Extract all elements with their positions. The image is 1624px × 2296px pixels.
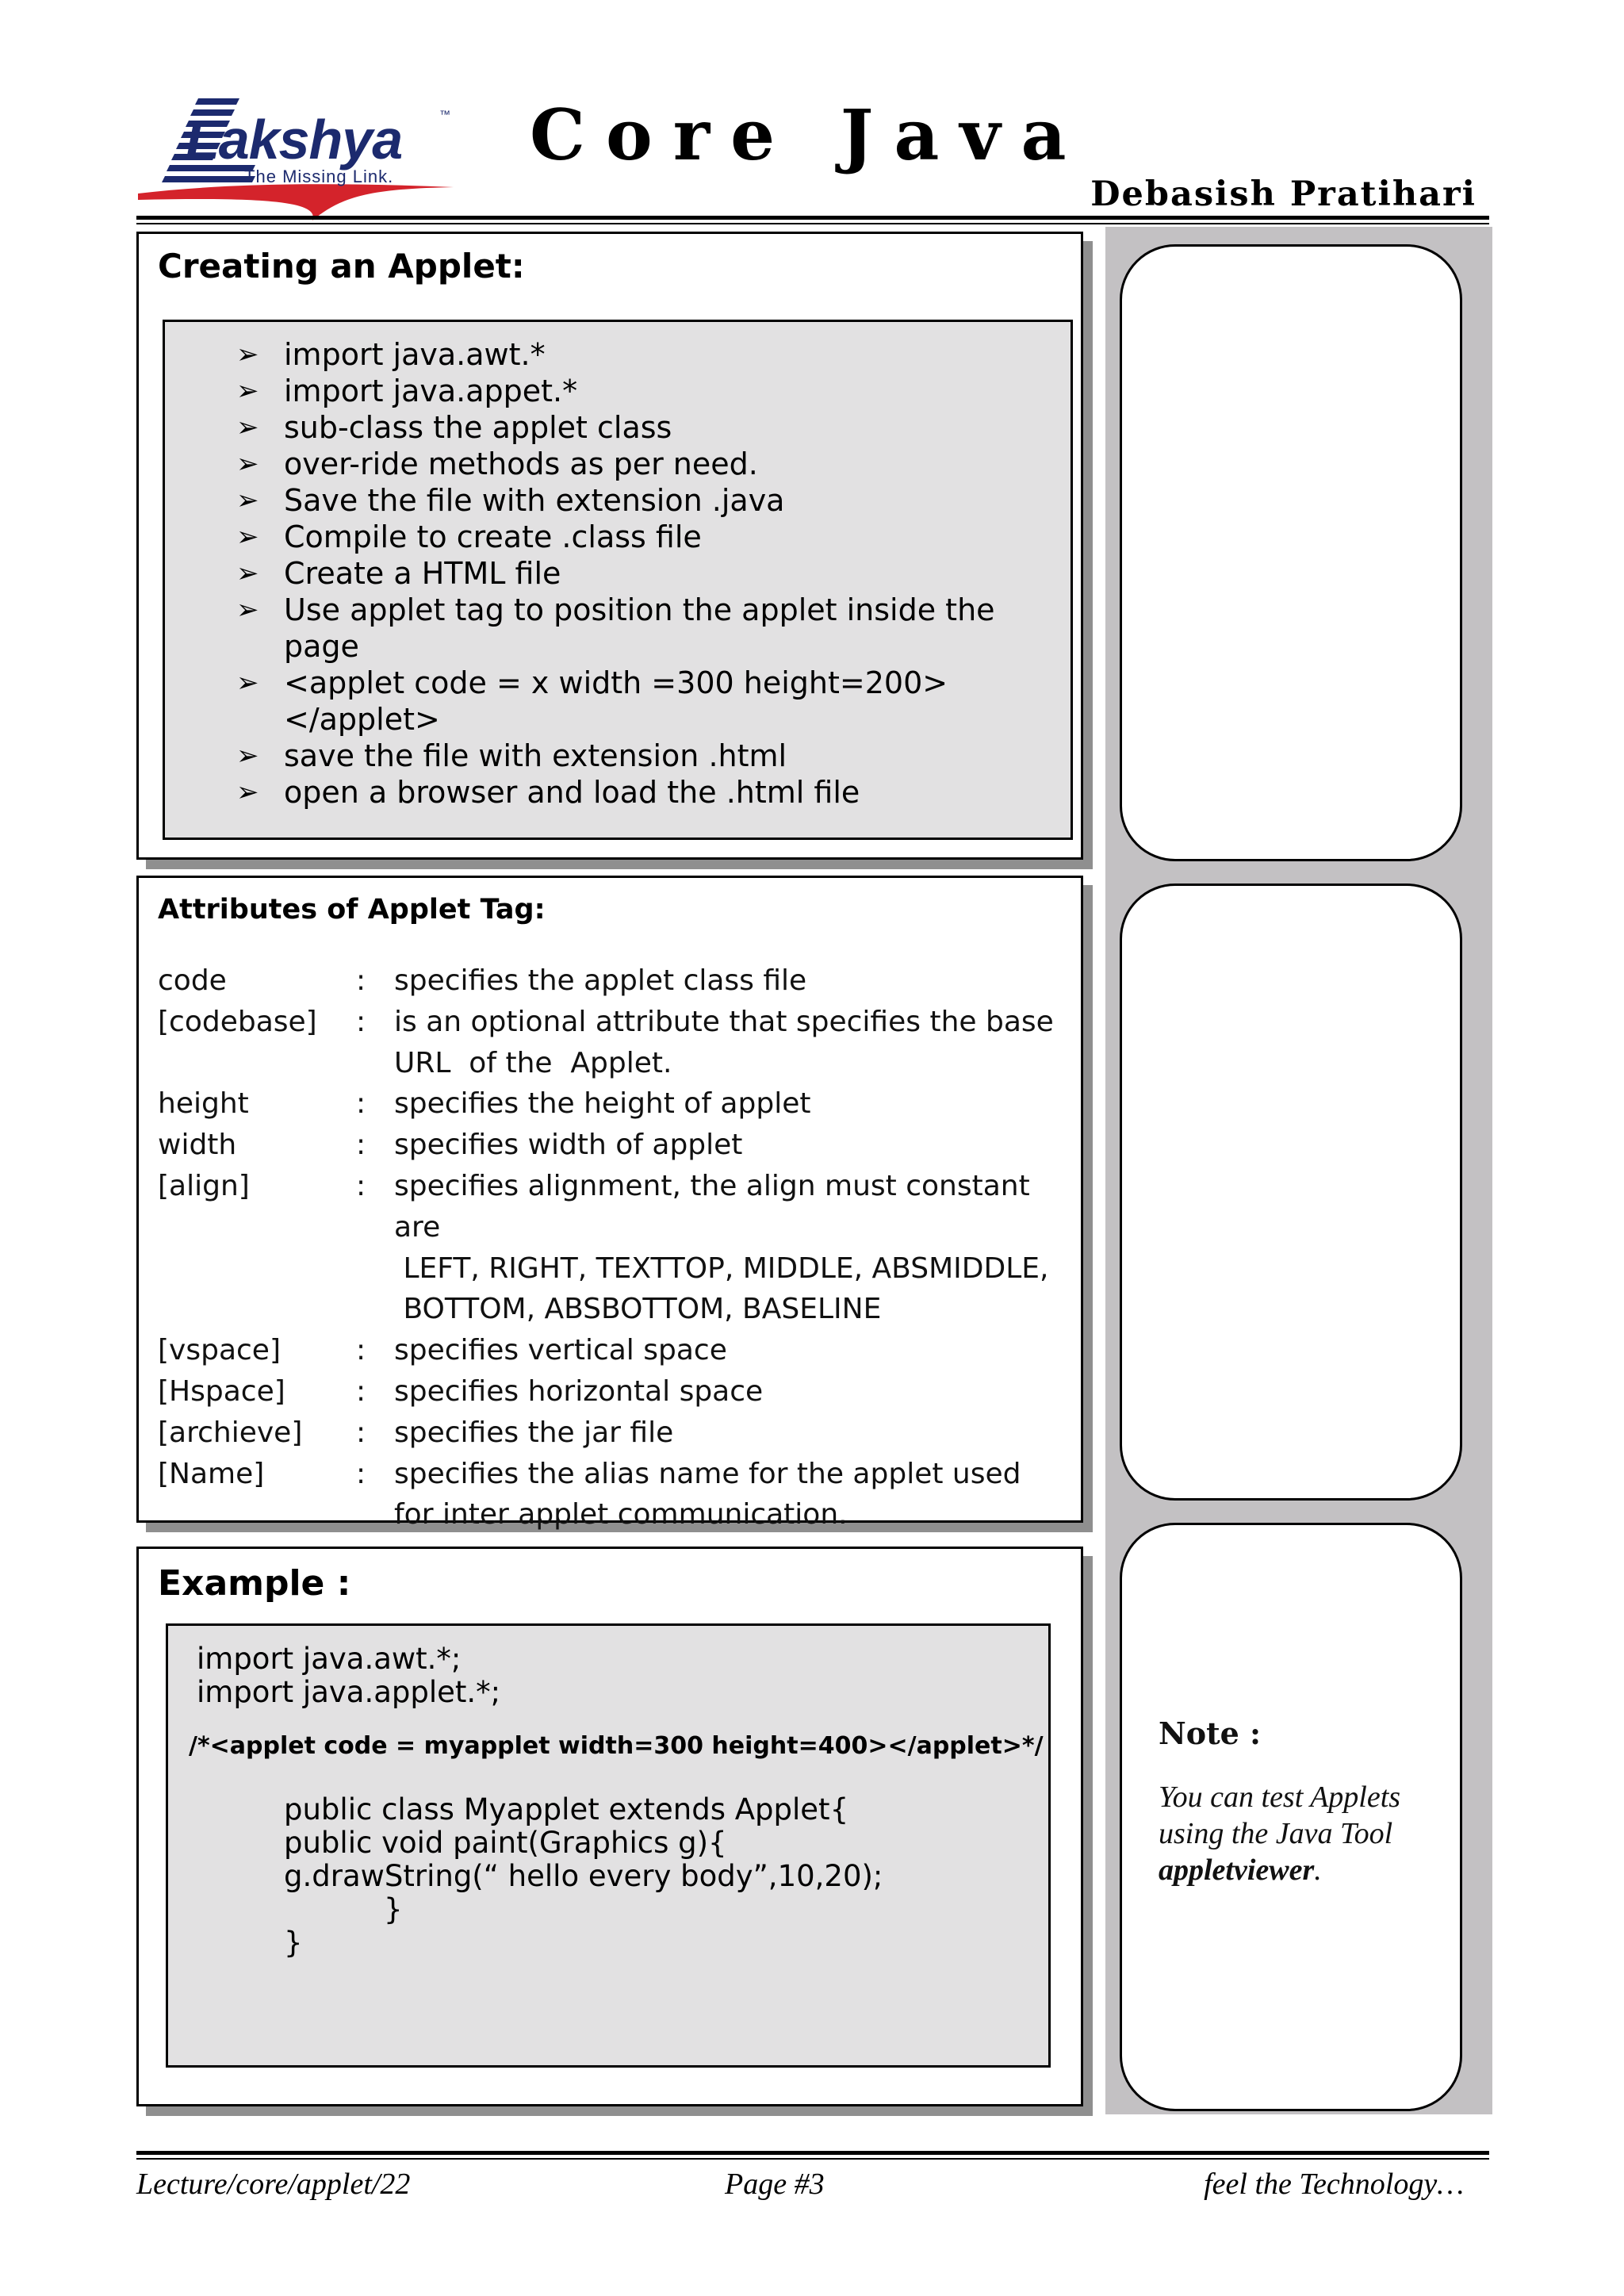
attributes-list	[158, 960, 1070, 1535]
attribute-colon: :	[356, 1129, 366, 1162]
arrow-bullet-icon: ➢	[236, 412, 259, 443]
step-text: Create a HTML file	[284, 556, 561, 591]
example-title: Example :	[158, 1563, 351, 1604]
attribute-row	[158, 1330, 1070, 1371]
code-line: }	[384, 1892, 403, 1926]
step-item	[236, 555, 1029, 592]
step-item	[236, 519, 1029, 555]
attribute-name: [Hspace]	[158, 1374, 285, 1408]
attribute-name: height	[158, 1087, 249, 1121]
creating-applet-panel	[136, 232, 1083, 860]
arrow-bullet-icon: ➢	[236, 521, 259, 553]
step-text: import java.awt.*	[284, 337, 546, 372]
arrow-bullet-icon: ➢	[236, 485, 259, 516]
attribute-row	[158, 1083, 1070, 1125]
attribute-desc: is an optional attribute that specifies the base URL of the Applet.	[394, 1005, 1054, 1079]
step-item	[236, 665, 1005, 738]
attribute-colon: :	[356, 1416, 366, 1449]
attribute-colon: :	[356, 1334, 366, 1367]
logo-tagline: ... The Missing Link.	[222, 167, 394, 186]
attributes-panel	[136, 876, 1083, 1531]
attribute-colon: :	[356, 1169, 366, 1202]
footer-page-number: Page #3	[725, 2168, 825, 2201]
step-item	[236, 738, 1029, 774]
code-comment: /*<applet code = myapplet width=300 height=400></applet>*/	[189, 1732, 1044, 1760]
step-item	[236, 446, 1029, 482]
attributes-title: Attributes of Applet Tag:	[158, 894, 546, 926]
code-box	[166, 1623, 1051, 2068]
step-item	[236, 482, 1029, 519]
attribute-name: width	[158, 1129, 237, 1162]
footer-lecture-ref: Lecture/core/applet/22	[136, 2168, 411, 2201]
step-text: over-ride methods as per need.	[284, 447, 758, 481]
attribute-colon: :	[356, 1374, 366, 1408]
note-card-2	[1120, 884, 1462, 1501]
steps-list	[236, 336, 1029, 811]
attribute-desc: specifies vertical space	[394, 1334, 727, 1367]
creating-applet-title: Creating an Applet:	[158, 247, 525, 286]
arrow-bullet-icon: ➢	[236, 776, 259, 808]
steps-box	[163, 320, 1073, 840]
attribute-desc: specifies the applet class file	[394, 964, 807, 997]
attribute-colon: :	[356, 1087, 366, 1121]
step-item	[236, 592, 1005, 665]
arrow-bullet-icon: ➢	[236, 375, 259, 407]
note-text	[1159, 1779, 1444, 1888]
header-rule-thick	[136, 216, 1489, 220]
arrow-bullet-icon: ➢	[236, 667, 259, 699]
header-rule-thin	[136, 223, 1489, 224]
attribute-row	[158, 960, 1070, 1002]
attribute-desc: specifies alignment, the align must constant are LEFT, RIGHT, TEXTTOP, MIDDLE, ABSMIDDLE, BOTTOM, ABSBOTTOM, BASELINE	[394, 1169, 1049, 1326]
attribute-desc: specifies the height of applet	[394, 1087, 811, 1121]
note-text-end: .	[1314, 1853, 1322, 1887]
step-item	[236, 336, 1029, 373]
attribute-row	[158, 1371, 1070, 1412]
attribute-desc: specifies the alias name for the applet used for inter applet communication.	[394, 1457, 1021, 1531]
note-card-1	[1120, 244, 1462, 861]
code-line: import java.awt.*;	[197, 1642, 462, 1676]
step-text: Compile to create .class file	[284, 519, 702, 554]
attribute-name: [vspace]	[158, 1334, 282, 1367]
attribute-desc: specifies the jar file	[394, 1416, 674, 1449]
note-text-body: You can test Applets using the Java Tool	[1159, 1780, 1401, 1850]
attribute-row	[158, 1002, 1070, 1084]
code-line: public class Myapplet extends Applet{	[284, 1792, 849, 1826]
attribute-row	[158, 1166, 1070, 1330]
attribute-name: [align]	[158, 1169, 250, 1202]
attribute-colon: :	[356, 1457, 366, 1490]
footer-tagline: feel the Technology…	[1204, 2168, 1464, 2201]
arrow-bullet-icon: ➢	[236, 740, 259, 772]
attribute-row	[158, 1412, 1070, 1454]
code-line: import java.applet.*;	[197, 1675, 501, 1709]
note-tool-name: appletviewer	[1159, 1853, 1315, 1887]
example-panel	[136, 1547, 1083, 2106]
step-text: Save the file with extension .java	[284, 483, 785, 518]
arrow-bullet-icon: ➢	[236, 594, 259, 626]
arrow-bullet-icon: ➢	[236, 339, 259, 370]
attribute-name: [archieve]	[158, 1416, 303, 1449]
attribute-desc: specifies horizontal space	[394, 1374, 764, 1408]
step-item	[236, 409, 1029, 446]
attribute-colon: :	[356, 1005, 366, 1038]
code-line: g.drawString(“ hello every body”,10,20);	[284, 1859, 883, 1893]
note-card-3	[1120, 1523, 1462, 2111]
step-text: Use applet tag to position the applet inside the page	[284, 592, 995, 664]
code-line: public void paint(Graphics g){	[284, 1826, 727, 1860]
attribute-row	[158, 1125, 1070, 1166]
step-text: save the file with extension .html	[284, 738, 787, 773]
logo-trademark: ™	[439, 108, 450, 121]
step-item	[236, 774, 1029, 811]
step-text: open a browser and load the .html file	[284, 775, 860, 810]
attribute-colon: :	[356, 964, 366, 997]
page-title: Core Java	[530, 94, 1087, 176]
attribute-name: code	[158, 964, 227, 997]
note-title: Note :	[1159, 1715, 1262, 1751]
step-item	[236, 373, 1029, 409]
arrow-bullet-icon: ➢	[236, 558, 259, 589]
attribute-name: [Name]	[158, 1457, 265, 1490]
attribute-row	[158, 1454, 1070, 1536]
author-name: Debasish Pratihari	[1090, 174, 1477, 214]
step-text: import java.appet.*	[284, 374, 578, 408]
footer-rule-thick	[136, 2151, 1489, 2155]
attribute-name: [codebase]	[158, 1005, 317, 1038]
logo-wordmark: Lakshya	[186, 109, 403, 171]
arrow-bullet-icon: ➢	[236, 448, 259, 480]
step-text: <applet code = x width =300 height=200> </applet>	[284, 665, 948, 737]
attribute-desc: specifies width of applet	[394, 1129, 743, 1162]
code-line: }	[284, 1926, 303, 1960]
lakshya-logo	[136, 94, 469, 228]
step-text: sub-class the applet class	[284, 410, 672, 445]
footer-rule-thin	[136, 2158, 1489, 2160]
